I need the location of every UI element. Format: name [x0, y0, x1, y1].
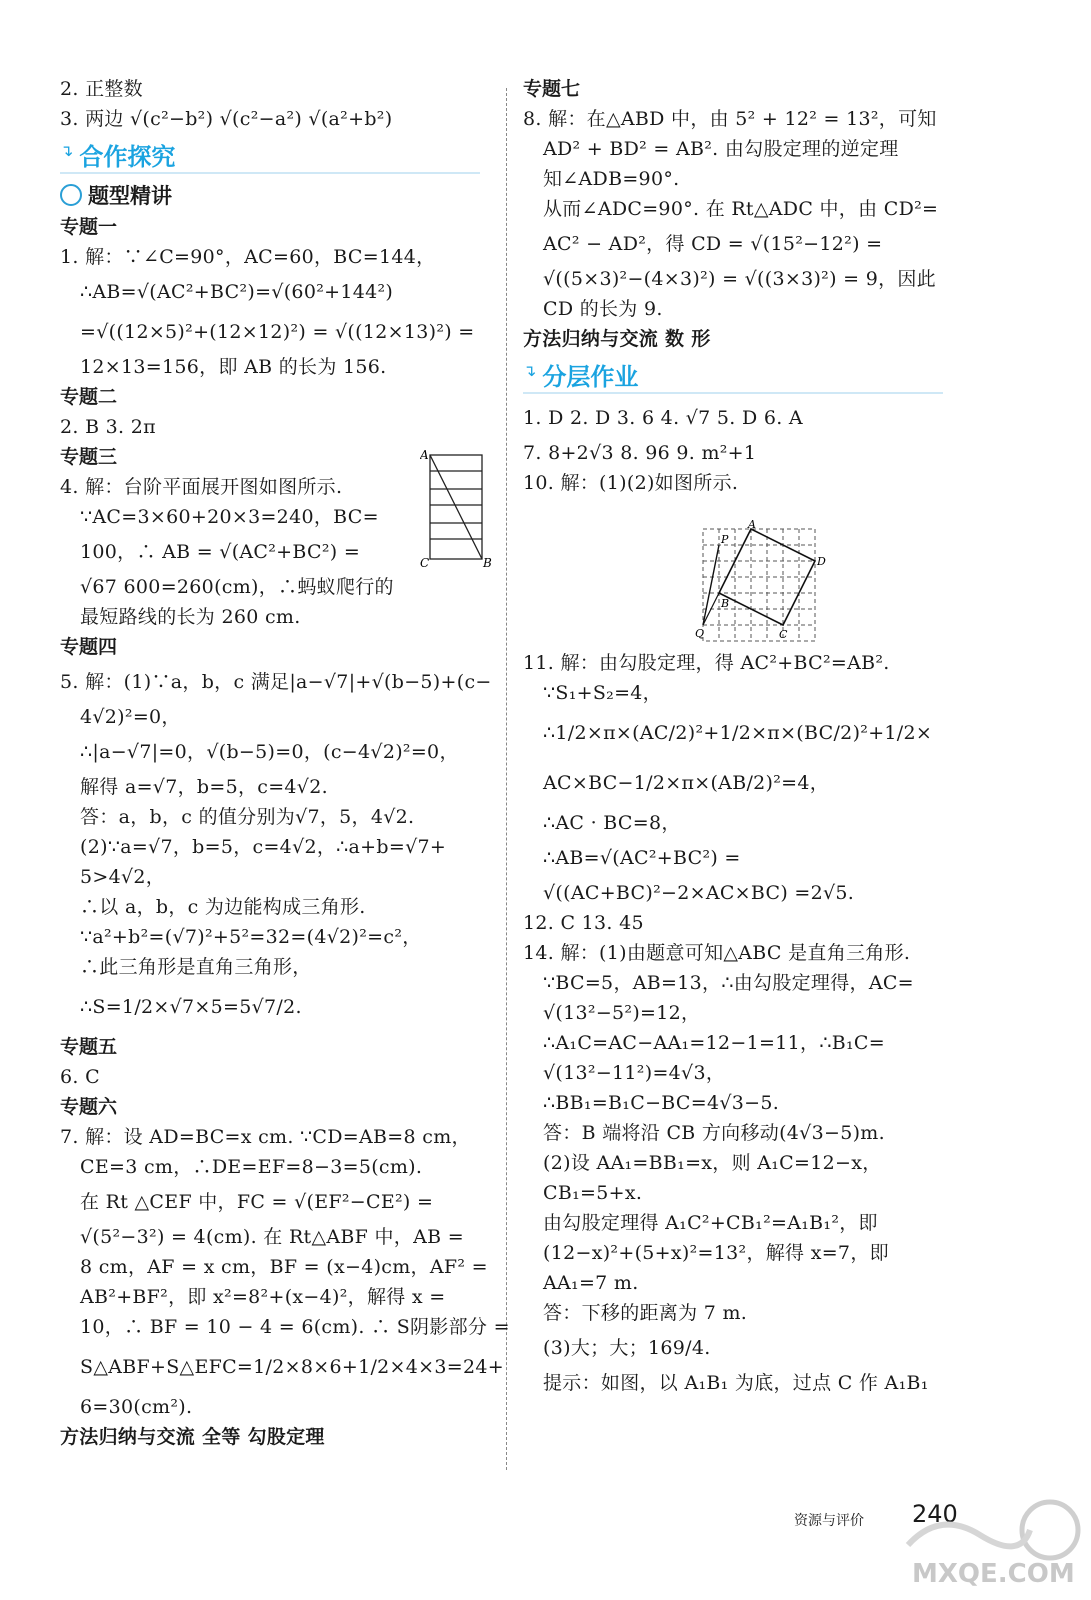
- figure-label: B: [483, 556, 492, 569]
- line: √(5²−3²) = 4(cm). 在 Rt△ABF 中，AB =: [80, 1226, 464, 1248]
- line: ∴BB₁=B₁C−BC=4√3−5.: [543, 1092, 780, 1114]
- line: ∵S₁+S₂=4，: [543, 682, 662, 704]
- section-title: 合作探究: [79, 142, 176, 171]
- line: 1. D 2. D 3. 6 4. √7 5. D 6. A: [523, 407, 803, 429]
- line: AC×BC−1/2×π×(AB/2)²=4，: [543, 772, 830, 794]
- line: ∵BC=5，AB=13，∴由勾股定理得，AC=: [543, 972, 914, 994]
- left-column: [60, 74, 510, 1452]
- line: (2)∵a=√7，b=5，c=4√2，∴a+b=√7+: [80, 836, 447, 858]
- line: √((AC+BC)²−2×AC×BC) =2√5.: [543, 882, 855, 904]
- column-divider: [506, 88, 507, 1470]
- figure-label: A: [748, 519, 756, 531]
- line: (3)大；大；169/4.: [543, 1337, 711, 1359]
- line: 3. 两边 √(c²−b²) √(c²−a²) √(a²+b²): [60, 108, 393, 130]
- circle-icon: [60, 184, 82, 206]
- line: 2. 正整数: [60, 78, 143, 100]
- line: 2. B 3. 2π: [60, 416, 156, 438]
- line: 12×13=156，即 AB 的长为 156.: [80, 356, 387, 378]
- topic-heading: 专题五: [60, 1036, 118, 1058]
- line: 知∠ADB=90°.: [543, 168, 680, 190]
- right-column: [523, 74, 963, 1398]
- grid-square-figure: [693, 519, 833, 649]
- line: (2)设 AA₁=BB₁=x，则 A₁C=12−x，: [543, 1152, 882, 1174]
- line: 7. 8+2√3 8. 96 9. m²+1: [523, 442, 757, 464]
- line: 10. 解：(1)(2)如图所示.: [523, 472, 739, 494]
- stairs-unfolding-figure: [420, 449, 492, 569]
- line: ∴A₁C=AC−AA₁=12−1=11，∴B₁C=: [543, 1032, 885, 1054]
- line: S△ABF+S△EFC=1/2×8×6+1/2×4×3=24+: [80, 1356, 504, 1378]
- watermark-logo: [900, 1490, 1085, 1595]
- line: (12−x)²+(5+x)²=13²，解得 x=7，即: [543, 1242, 889, 1264]
- line: ∴AB=√(AC²+BC²) =: [543, 847, 741, 869]
- line: ∵AC=3×60+20×3=240，BC=: [80, 506, 379, 528]
- line: 1. 解：∵∠C=90°，AC=60，BC=144，: [60, 246, 436, 268]
- line: √67 600=260(cm)，∴蚂蚁爬行的: [80, 576, 394, 598]
- line: 100，∴ AB = √(AC²+BC²) =: [80, 541, 361, 563]
- line: √((5×3)²−(4×3)²) = √((3×3)²) = 9，因此: [543, 268, 936, 290]
- figure-label: D: [817, 555, 826, 568]
- line: ∴|a−√7|=0，√(b−5)=0，(c−4√2)²=0，: [80, 741, 459, 763]
- subsection-heading: [60, 178, 490, 212]
- subsection-title: 题型精讲: [88, 184, 172, 208]
- page-number: 240: [912, 1500, 958, 1528]
- line: ∴S=1/2×√7×5=5√7/2.: [80, 996, 302, 1018]
- line: 8 cm，AF = x cm，BF = (x−4)cm，AF² =: [80, 1256, 488, 1278]
- figure-label: Q: [695, 627, 705, 640]
- section-heading: [523, 356, 943, 394]
- line: ∴以 a，b，c 为边能构成三角形.: [80, 896, 366, 918]
- topic-heading: 专题二: [60, 386, 118, 408]
- line: √(13²−5²)=12，: [543, 1002, 701, 1024]
- line: ∴此三角形是直角三角形，: [80, 956, 312, 978]
- line: ∴AC · BC=8，: [543, 812, 681, 834]
- figure-label: C: [779, 628, 788, 641]
- topic-heading: 专题三: [60, 446, 118, 468]
- topic-heading: 专题一: [60, 216, 118, 238]
- line: 10，∴ BF = 10 − 4 = 6(cm). ∴ S阴影部分 =: [80, 1316, 510, 1338]
- line: 提示：如图，以 A₁B₁ 为底，过点 C 作 A₁B₁: [543, 1372, 929, 1394]
- line: 5>4√2，: [80, 866, 166, 888]
- topic-heading: 专题七: [523, 78, 581, 100]
- line: CE=3 cm，∴DE=EF=8−3=5(cm).: [80, 1156, 423, 1178]
- line: 4. 解：台阶平面展开图如图所示.: [60, 476, 343, 498]
- watermark-text: MXQE.COM: [912, 1559, 1075, 1589]
- corner-arrow-icon: ↴: [60, 140, 74, 160]
- footer-label: 资源与评价: [794, 1513, 864, 1529]
- figure-label: C: [420, 556, 430, 569]
- line: 14. 解：(1)由题意可知△ABC 是直角三角形.: [523, 942, 911, 964]
- line: 4√2)²=0，: [80, 706, 181, 728]
- line: AB²+BF²，即 x²=8²+(x−4)²，解得 x =: [80, 1286, 446, 1308]
- line: 8. 解：在△ABD 中，由 5² + 12² = 13²，可知: [523, 108, 937, 130]
- corner-arrow-icon: ↴: [523, 360, 537, 380]
- line: 6. C: [60, 1066, 100, 1088]
- figure-label: B: [721, 597, 730, 610]
- line: 答：下移的距离为 7 m.: [543, 1302, 748, 1324]
- line: AA₁=7 m.: [543, 1272, 639, 1294]
- line: AD² + BD² = AB². 由勾股定理的逆定理: [543, 138, 899, 160]
- line: 解得 a=√7，b=5，c=4√2.: [80, 776, 328, 798]
- line: AC² − AD²，得 CD = √(15²−12²) =: [543, 233, 883, 255]
- line: 从而∠ADC=90°. 在 Rt△ADC 中，由 CD²=: [543, 198, 939, 220]
- line: 在 Rt △CEF 中，FC = √(EF²−CE²) =: [80, 1191, 434, 1213]
- line: ∵a²+b²=(√7)²+5²=32=(4√2)²=c²，: [80, 926, 422, 948]
- line: 答：a，b，c 的值分别为√7，5，4√2.: [80, 806, 415, 828]
- figure-label: P: [721, 533, 729, 546]
- method-summary: 方法归纳与交流 全等 勾股定理: [60, 1426, 325, 1448]
- line: 最短路线的长为 260 cm.: [80, 606, 301, 628]
- line: ∴AB=√(AC²+BC²)=√(60²+144²): [80, 281, 394, 303]
- line: CD 的长为 9.: [543, 298, 663, 320]
- line: √(13²−11²)=4√3，: [543, 1062, 726, 1084]
- figure-label: A: [420, 449, 429, 462]
- method-summary: 方法归纳与交流 数 形: [523, 328, 711, 350]
- line: 6=30(cm²).: [80, 1396, 193, 1418]
- line: 答：B 端将沿 CB 方向移动(4√3−5)m.: [543, 1122, 885, 1144]
- line: 7. 解：设 AD=BC=x cm. ∵CD=AB=8 cm，: [60, 1126, 471, 1148]
- line: =√((12×5)²+(12×12)²) = √((12×13)²) =: [80, 321, 475, 343]
- line: CB₁=5+x.: [543, 1182, 643, 1204]
- section-heading: [60, 136, 480, 174]
- line: 11. 解：由勾股定理，得 AC²+BC²=AB².: [523, 652, 890, 674]
- section-title: 分层作业: [542, 362, 639, 391]
- line: 由勾股定理得 A₁C²+CB₁²=A₁B₁²，即: [543, 1212, 878, 1234]
- topic-heading: 专题六: [60, 1096, 118, 1118]
- line: 12. C 13. 45: [523, 912, 644, 934]
- line: ∴1/2×π×(AC/2)²+1/2×π×(BC/2)²+1/2×: [543, 722, 933, 744]
- line: 5. 解：(1)∵a，b，c 满足|a−√7|+√(b−5)+(c−: [60, 671, 492, 693]
- topic-heading: 专题四: [60, 636, 118, 658]
